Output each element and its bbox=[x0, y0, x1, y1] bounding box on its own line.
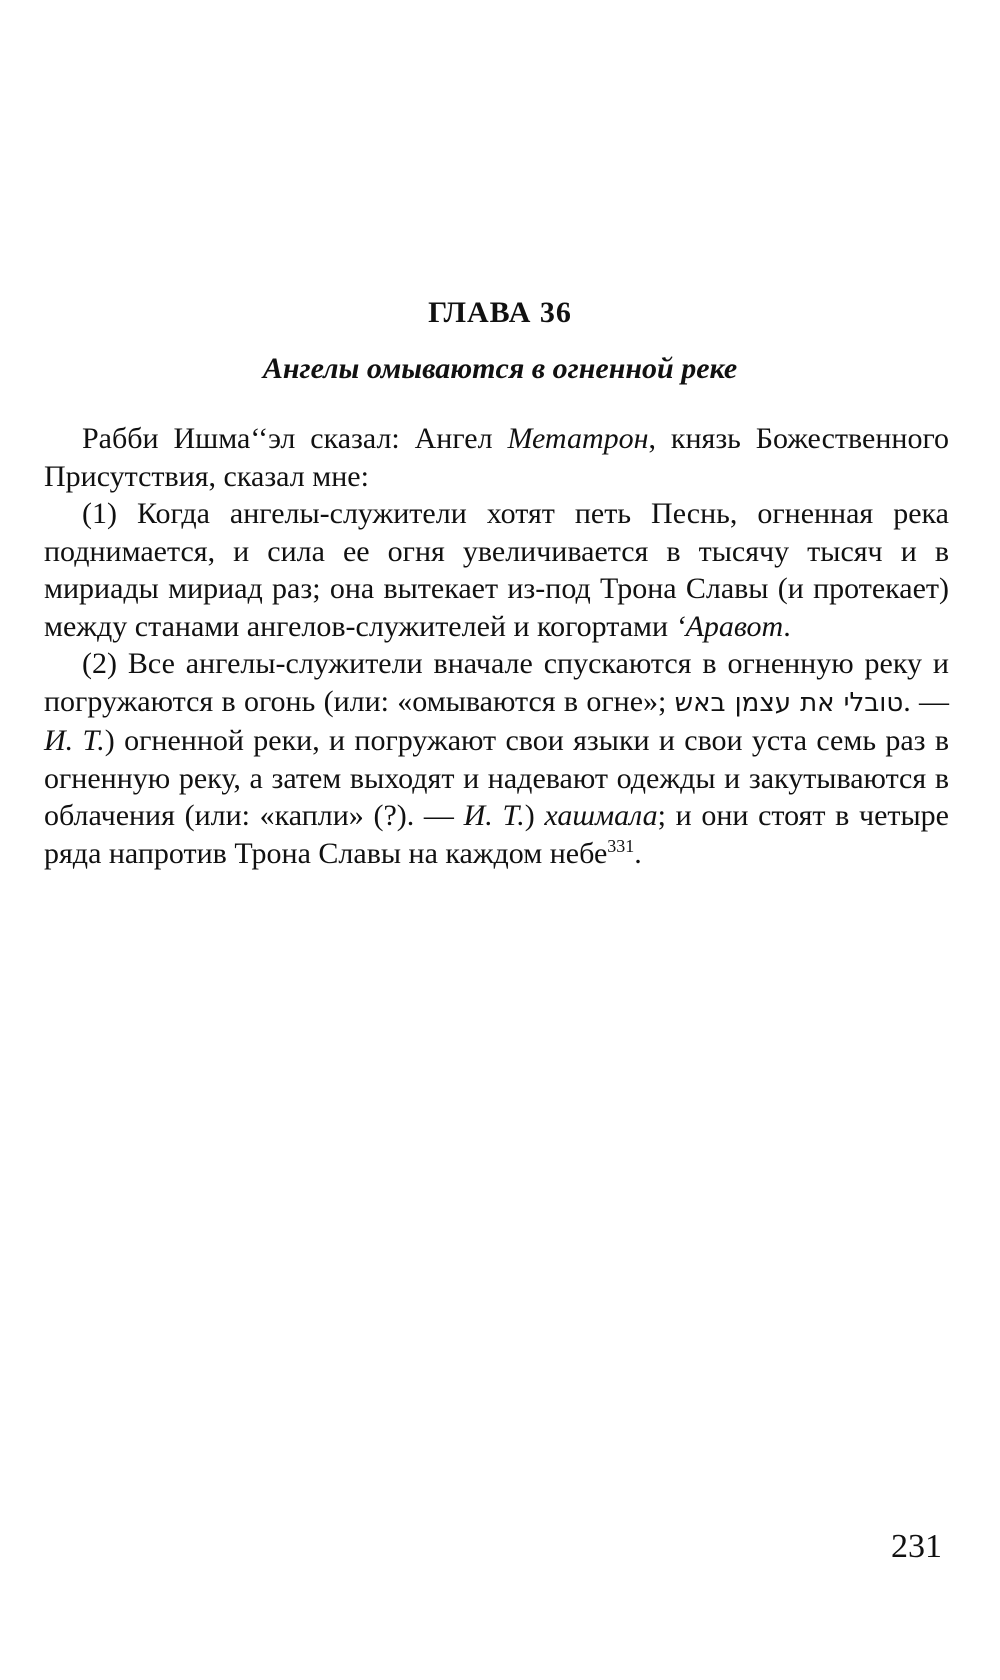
paragraph-2-sep2: ) bbox=[524, 799, 545, 832]
intro-text: Рабби Ишма‘‘эл сказал: Ангел bbox=[82, 422, 508, 455]
intro-paragraph bbox=[44, 420, 949, 495]
chapter-heading: ГЛАВА 36 bbox=[428, 296, 572, 329]
paragraph-2-end: . bbox=[634, 836, 642, 870]
chapter-body bbox=[44, 420, 949, 872]
paragraph-2-middle: ) огненной реки, и погружают свои языки и свои уста семь раз в огненную реку, а затем выходят и надевают одежды и закутываются в облачения (или: «капли» (?). — bbox=[44, 724, 949, 832]
metatron-name: Метатрон bbox=[507, 422, 649, 455]
translator-note-1: И. Т. bbox=[44, 724, 105, 757]
footnote-ref[interactable]: 331 bbox=[607, 835, 635, 856]
paragraph-1-text: (1) Когда ангелы-служители хотят петь Песнь, огненная река поднимается, и сила ее огня увеличивается в тысячу тысяч и в мириады мириад раз; она вытекает из-под Трона Славы (и протекает) между станами ангелов-служителей и когортами bbox=[44, 497, 949, 643]
paragraph-2 bbox=[44, 645, 949, 872]
hebrew-quote: טובלי את עצמן באש bbox=[674, 687, 904, 718]
intro-text-end: , князь Божественного Присутствия, сказал мне: bbox=[44, 422, 950, 493]
paragraph-1-end: . bbox=[783, 609, 791, 643]
chapter-subtitle: Ангелы омываются в огненной реке bbox=[262, 352, 738, 385]
paragraph-2-text: (2) Все ангелы-служители вначале спускаются в огненную реку и погружаются в огонь (или: «омываются в огне»; bbox=[44, 647, 949, 718]
paragraph-1 bbox=[44, 495, 949, 645]
translator-note-2: И. Т. bbox=[463, 799, 525, 832]
aravot-name: ‘Аравот bbox=[675, 609, 784, 643]
paragraph-2-rest: ; и они стоят в четыре ряда напротив Трона Славы на каждом небе bbox=[44, 799, 949, 870]
paragraph-2-sep: . — bbox=[903, 684, 950, 718]
hashmala-term: хашмала bbox=[544, 799, 658, 832]
page-number: 231 bbox=[891, 1528, 942, 1565]
